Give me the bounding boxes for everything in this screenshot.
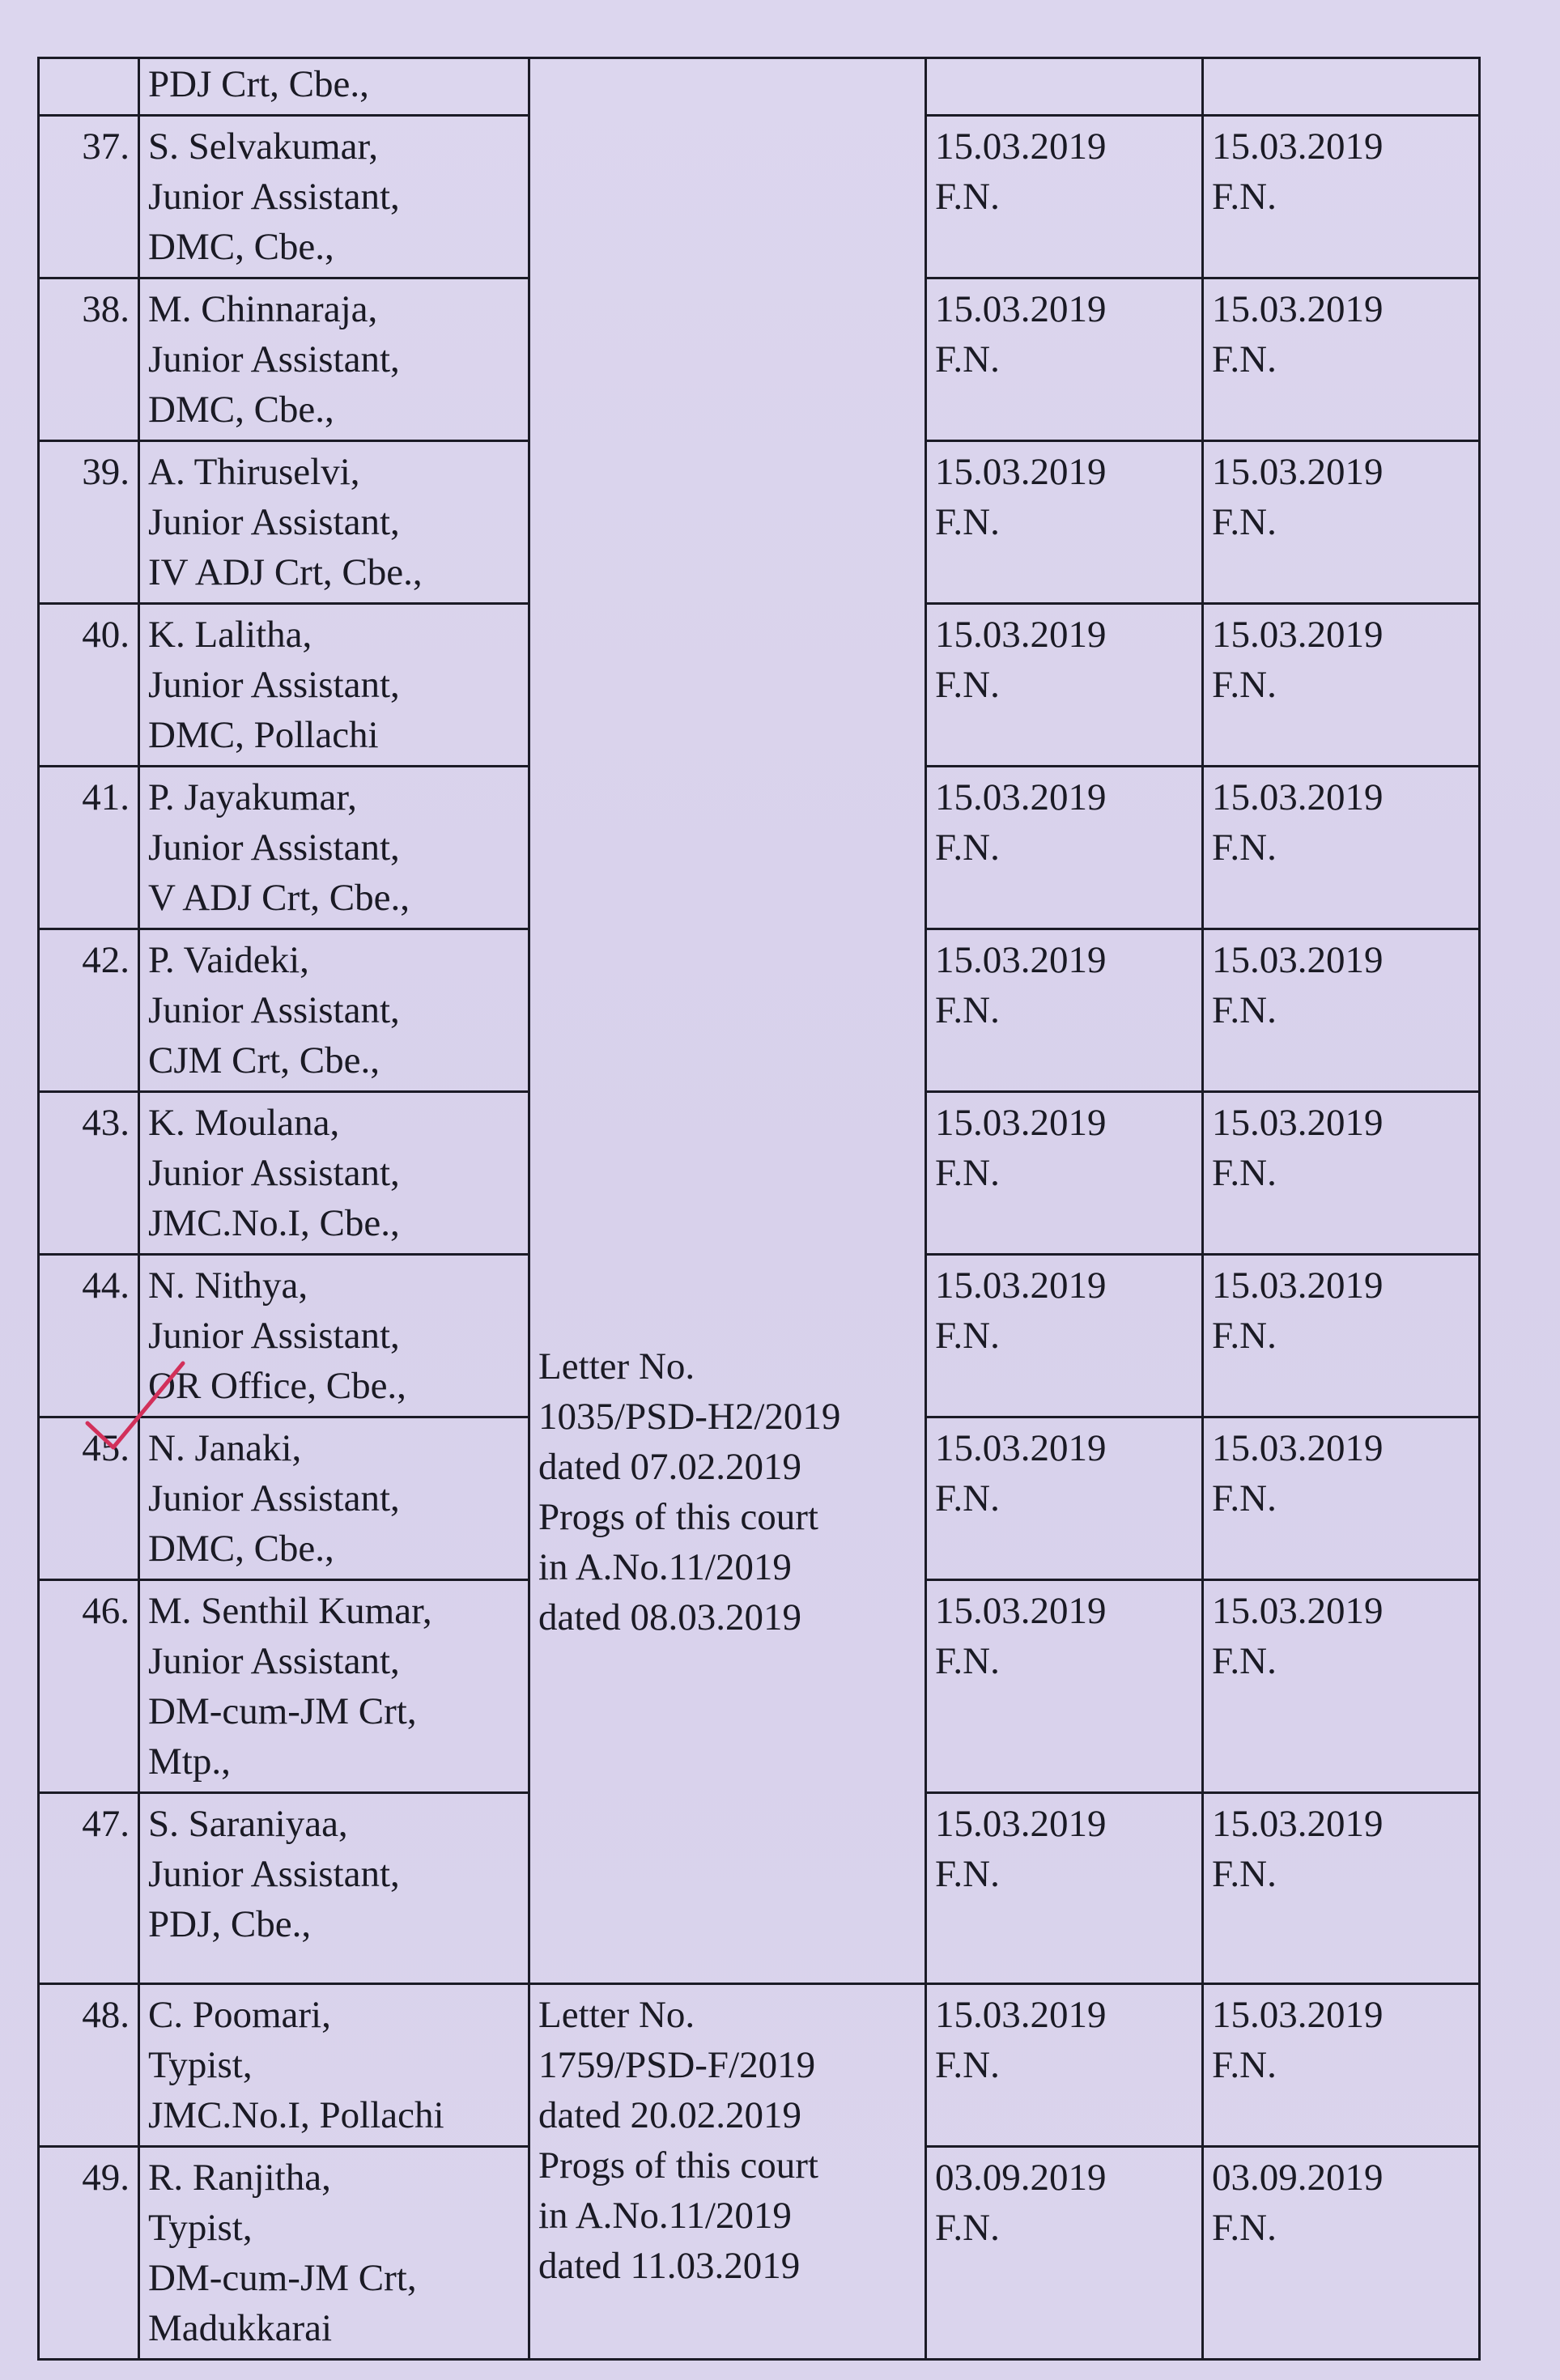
relieved-date: 15.03.2019 <box>935 1994 1107 2036</box>
relieved-date: 03.09.2019 <box>935 2157 1107 2199</box>
name-line: Mtp., <box>148 1740 231 1783</box>
serial-number: 47. <box>39 1793 139 1984</box>
name-line: DMC, Cbe., <box>148 226 334 268</box>
joined-session: F.N. <box>1212 989 1277 1031</box>
relieved-date: 15.03.2019 <box>935 776 1107 818</box>
letter-reference-cell <box>529 58 926 1984</box>
letter-reference-line: 1035/PSD-H2/2019 <box>538 1396 841 1438</box>
name-line: K. Moulana, <box>148 1102 340 1144</box>
joined-session: F.N. <box>1212 2044 1277 2086</box>
name-line: IV ADJ Crt, Cbe., <box>148 551 423 593</box>
relieved-session: F.N. <box>935 2207 1000 2249</box>
joined-session: F.N. <box>1212 827 1277 869</box>
relieved-date-cell <box>926 1092 1203 1255</box>
relieved-date-cell <box>926 1580 1203 1793</box>
serial-number: 43. <box>39 1092 139 1255</box>
relieved-date-cell <box>926 1255 1203 1417</box>
joined-date-cell <box>1203 1092 1480 1255</box>
letter-reference-line: Letter No. <box>538 1994 695 2036</box>
joined-date-cell <box>1203 116 1480 278</box>
joined-date-cell <box>1203 278 1480 441</box>
name-line: P. Vaideki, <box>148 939 309 981</box>
name-line: DMC, Cbe., <box>148 1528 334 1570</box>
joined-session: F.N. <box>1212 338 1277 380</box>
name-line: JMC.No.I, Cbe., <box>148 1202 400 1244</box>
serial-number: 41. <box>39 767 139 929</box>
relieved-session: F.N. <box>935 1853 1000 1895</box>
joined-date: 15.03.2019 <box>1212 451 1384 493</box>
joined-date-cell <box>1203 604 1480 767</box>
relieved-session: F.N. <box>935 176 1000 218</box>
joined-session: F.N. <box>1212 501 1277 543</box>
joined-session: F.N. <box>1212 664 1277 706</box>
relieved-date: 15.03.2019 <box>935 1264 1107 1307</box>
relieved-session: F.N. <box>935 664 1000 706</box>
relieved-session: F.N. <box>935 1477 1000 1519</box>
joined-date-cell <box>1203 1417 1480 1580</box>
joined-date: 15.03.2019 <box>1212 614 1384 656</box>
joined-date: 15.03.2019 <box>1212 776 1384 818</box>
name-cell <box>139 929 529 1092</box>
joined-session: F.N. <box>1212 1640 1277 1682</box>
relieved-session: F.N. <box>935 827 1000 869</box>
name-cell <box>139 2147 529 2360</box>
serial-number: 40. <box>39 604 139 767</box>
name-cell <box>139 1984 529 2147</box>
letter-reference-cell <box>529 1984 926 2360</box>
name-line: Junior Assistant, <box>148 1640 400 1682</box>
joined-date-cell <box>1203 929 1480 1092</box>
joined-session: F.N. <box>1212 1477 1277 1519</box>
name-cell <box>139 116 529 278</box>
joined-date-cell <box>1203 767 1480 929</box>
name-line: DM-cum-JM Crt, <box>148 2257 417 2299</box>
relieved-date-cell <box>926 929 1203 1092</box>
joined-session: F.N. <box>1212 1315 1277 1357</box>
name-line: A. Thiruselvi, <box>148 451 360 493</box>
letter-reference-line: dated 11.03.2019 <box>538 2245 801 2287</box>
name-line: Junior Assistant, <box>148 501 400 543</box>
joined-date-cell <box>1203 1580 1480 1793</box>
relieved-date-cell <box>926 278 1203 441</box>
transfer-register-table <box>37 57 1481 2361</box>
name-line: Junior Assistant, <box>148 1315 400 1357</box>
letter-reference-line: dated 07.02.2019 <box>538 1446 802 1488</box>
joined-date: 15.03.2019 <box>1212 1264 1384 1307</box>
letter-reference-line: 1759/PSD-F/2019 <box>538 2044 816 2086</box>
name-cell <box>139 1255 529 1417</box>
name-line: DMC, Cbe., <box>148 389 334 431</box>
joined-date-cell <box>1203 441 1480 604</box>
name-line: Junior Assistant, <box>148 1853 400 1895</box>
relieved-date-cell <box>926 1417 1203 1580</box>
relieved-date: 15.03.2019 <box>935 1102 1107 1144</box>
name-line: V ADJ Crt, Cbe., <box>148 877 410 919</box>
letter-reference-line: in A.No.11/2019 <box>538 2195 792 2237</box>
joined-session: F.N. <box>1212 1152 1277 1194</box>
joined-date: 15.03.2019 <box>1212 125 1384 168</box>
relieved-date: 15.03.2019 <box>935 1427 1107 1469</box>
name-cell <box>139 278 529 441</box>
name-cell <box>139 58 529 116</box>
relieved-session: F.N. <box>935 1315 1000 1357</box>
name-line: DMC, Pollachi <box>148 714 379 756</box>
relieved-session: F.N. <box>935 1152 1000 1194</box>
table-row <box>39 1984 1480 2147</box>
relieved-session: F.N. <box>935 501 1000 543</box>
name-cell <box>139 1793 529 1984</box>
relieved-date-cell <box>926 604 1203 767</box>
name-line: PDJ, Cbe., <box>148 1903 312 1945</box>
relieved-date-cell <box>926 767 1203 929</box>
joined-date: 15.03.2019 <box>1212 939 1384 981</box>
name-line: Junior Assistant, <box>148 1477 400 1519</box>
letter-reference-line: Progs of this court <box>538 2144 818 2187</box>
letter-reference-line: in A.No.11/2019 <box>538 1546 792 1588</box>
relieved-date: 15.03.2019 <box>935 1590 1107 1632</box>
name-line: Junior Assistant, <box>148 989 400 1031</box>
name-line: DM-cum-JM Crt, <box>148 1690 417 1732</box>
name-cell <box>139 1092 529 1255</box>
name-cell <box>139 767 529 929</box>
serial-number: 38. <box>39 278 139 441</box>
name-line: P. Jayakumar, <box>148 776 357 818</box>
joined-session: F.N. <box>1212 176 1277 218</box>
relieved-date: 15.03.2019 <box>935 614 1107 656</box>
name-line: JMC.No.I, Pollachi <box>148 2094 444 2136</box>
relieved-date: 15.03.2019 <box>935 939 1107 981</box>
relieved-date: 15.03.2019 <box>935 451 1107 493</box>
serial-number: 44. <box>39 1255 139 1417</box>
joined-session: F.N. <box>1212 1853 1277 1895</box>
joined-date: 15.03.2019 <box>1212 1427 1384 1469</box>
name-line: PDJ Crt, Cbe., <box>148 63 369 105</box>
joined-date: 15.03.2019 <box>1212 1994 1384 2036</box>
name-line: C. Poomari, <box>148 1994 331 2036</box>
relieved-date-cell <box>926 2147 1203 2360</box>
relieved-date-cell <box>926 1984 1203 2147</box>
name-line: N. Nithya, <box>148 1264 308 1307</box>
letter-reference-line: Letter No. <box>538 1345 695 1388</box>
serial-number: 39. <box>39 441 139 604</box>
letter-reference-line: dated 20.02.2019 <box>538 2094 802 2136</box>
relieved-date-cell <box>926 1793 1203 1984</box>
joined-date: 03.09.2019 <box>1212 2157 1384 2199</box>
name-line: M. Chinnaraja, <box>148 288 378 330</box>
serial-number: 37. <box>39 116 139 278</box>
name-line: S. Saraniyaa, <box>148 1803 348 1845</box>
red-tick-mark-icon <box>81 1328 186 1457</box>
name-line: Madukkarai <box>148 2307 333 2349</box>
name-line: OR Office, Cbe., <box>148 1365 406 1407</box>
name-line: Junior Assistant, <box>148 1152 400 1194</box>
relieved-session: F.N. <box>935 2044 1000 2086</box>
serial-number: 45. <box>39 1417 139 1580</box>
joined-date-cell <box>1203 2147 1480 2360</box>
relieved-date-cell <box>926 116 1203 278</box>
letter-reference-line: dated 08.03.2019 <box>538 1596 802 1638</box>
serial-number: 48. <box>39 1984 139 2147</box>
relieved-session: F.N. <box>935 1640 1000 1682</box>
name-line: Junior Assistant, <box>148 338 400 380</box>
name-line: Junior Assistant, <box>148 176 400 218</box>
serial-number: 42. <box>39 929 139 1092</box>
joined-date: 15.03.2019 <box>1212 1803 1384 1845</box>
joined-date-cell <box>1203 1793 1480 1984</box>
name-line: N. Janaki, <box>148 1427 302 1469</box>
relieved-session: F.N. <box>935 989 1000 1031</box>
name-line: Junior Assistant, <box>148 827 400 869</box>
name-line: M. Senthil Kumar, <box>148 1590 432 1632</box>
joined-date: 15.03.2019 <box>1212 1102 1384 1144</box>
relieved-date: 15.03.2019 <box>935 288 1107 330</box>
name-line: Typist, <box>148 2207 253 2249</box>
name-line: CJM Crt, Cbe., <box>148 1039 380 1082</box>
relieved-date: 15.03.2019 <box>935 1803 1107 1845</box>
name-line: Typist, <box>148 2044 253 2086</box>
name-line: Junior Assistant, <box>148 664 400 706</box>
joined-date: 15.03.2019 <box>1212 1590 1384 1632</box>
relieved-date: 15.03.2019 <box>935 125 1107 168</box>
joined-session: F.N. <box>1212 2207 1277 2249</box>
joined-date-cell <box>1203 1255 1480 1417</box>
name-cell <box>139 1417 529 1580</box>
name-line: K. Lalitha, <box>148 614 312 656</box>
letter-reference-line: Progs of this court <box>538 1496 818 1538</box>
joined-date-cell <box>1203 1984 1480 2147</box>
name-cell <box>139 604 529 767</box>
name-cell <box>139 1580 529 1793</box>
relieved-date-cell <box>926 441 1203 604</box>
name-line: R. Ranjitha, <box>148 2157 331 2199</box>
table-row <box>39 58 1480 116</box>
joined-date: 15.03.2019 <box>1212 288 1384 330</box>
name-cell <box>139 441 529 604</box>
serial-number: 49. <box>39 2147 139 2360</box>
relieved-session: F.N. <box>935 338 1000 380</box>
serial-number: 46. <box>39 1580 139 1793</box>
name-line: S. Selvakumar, <box>148 125 378 168</box>
